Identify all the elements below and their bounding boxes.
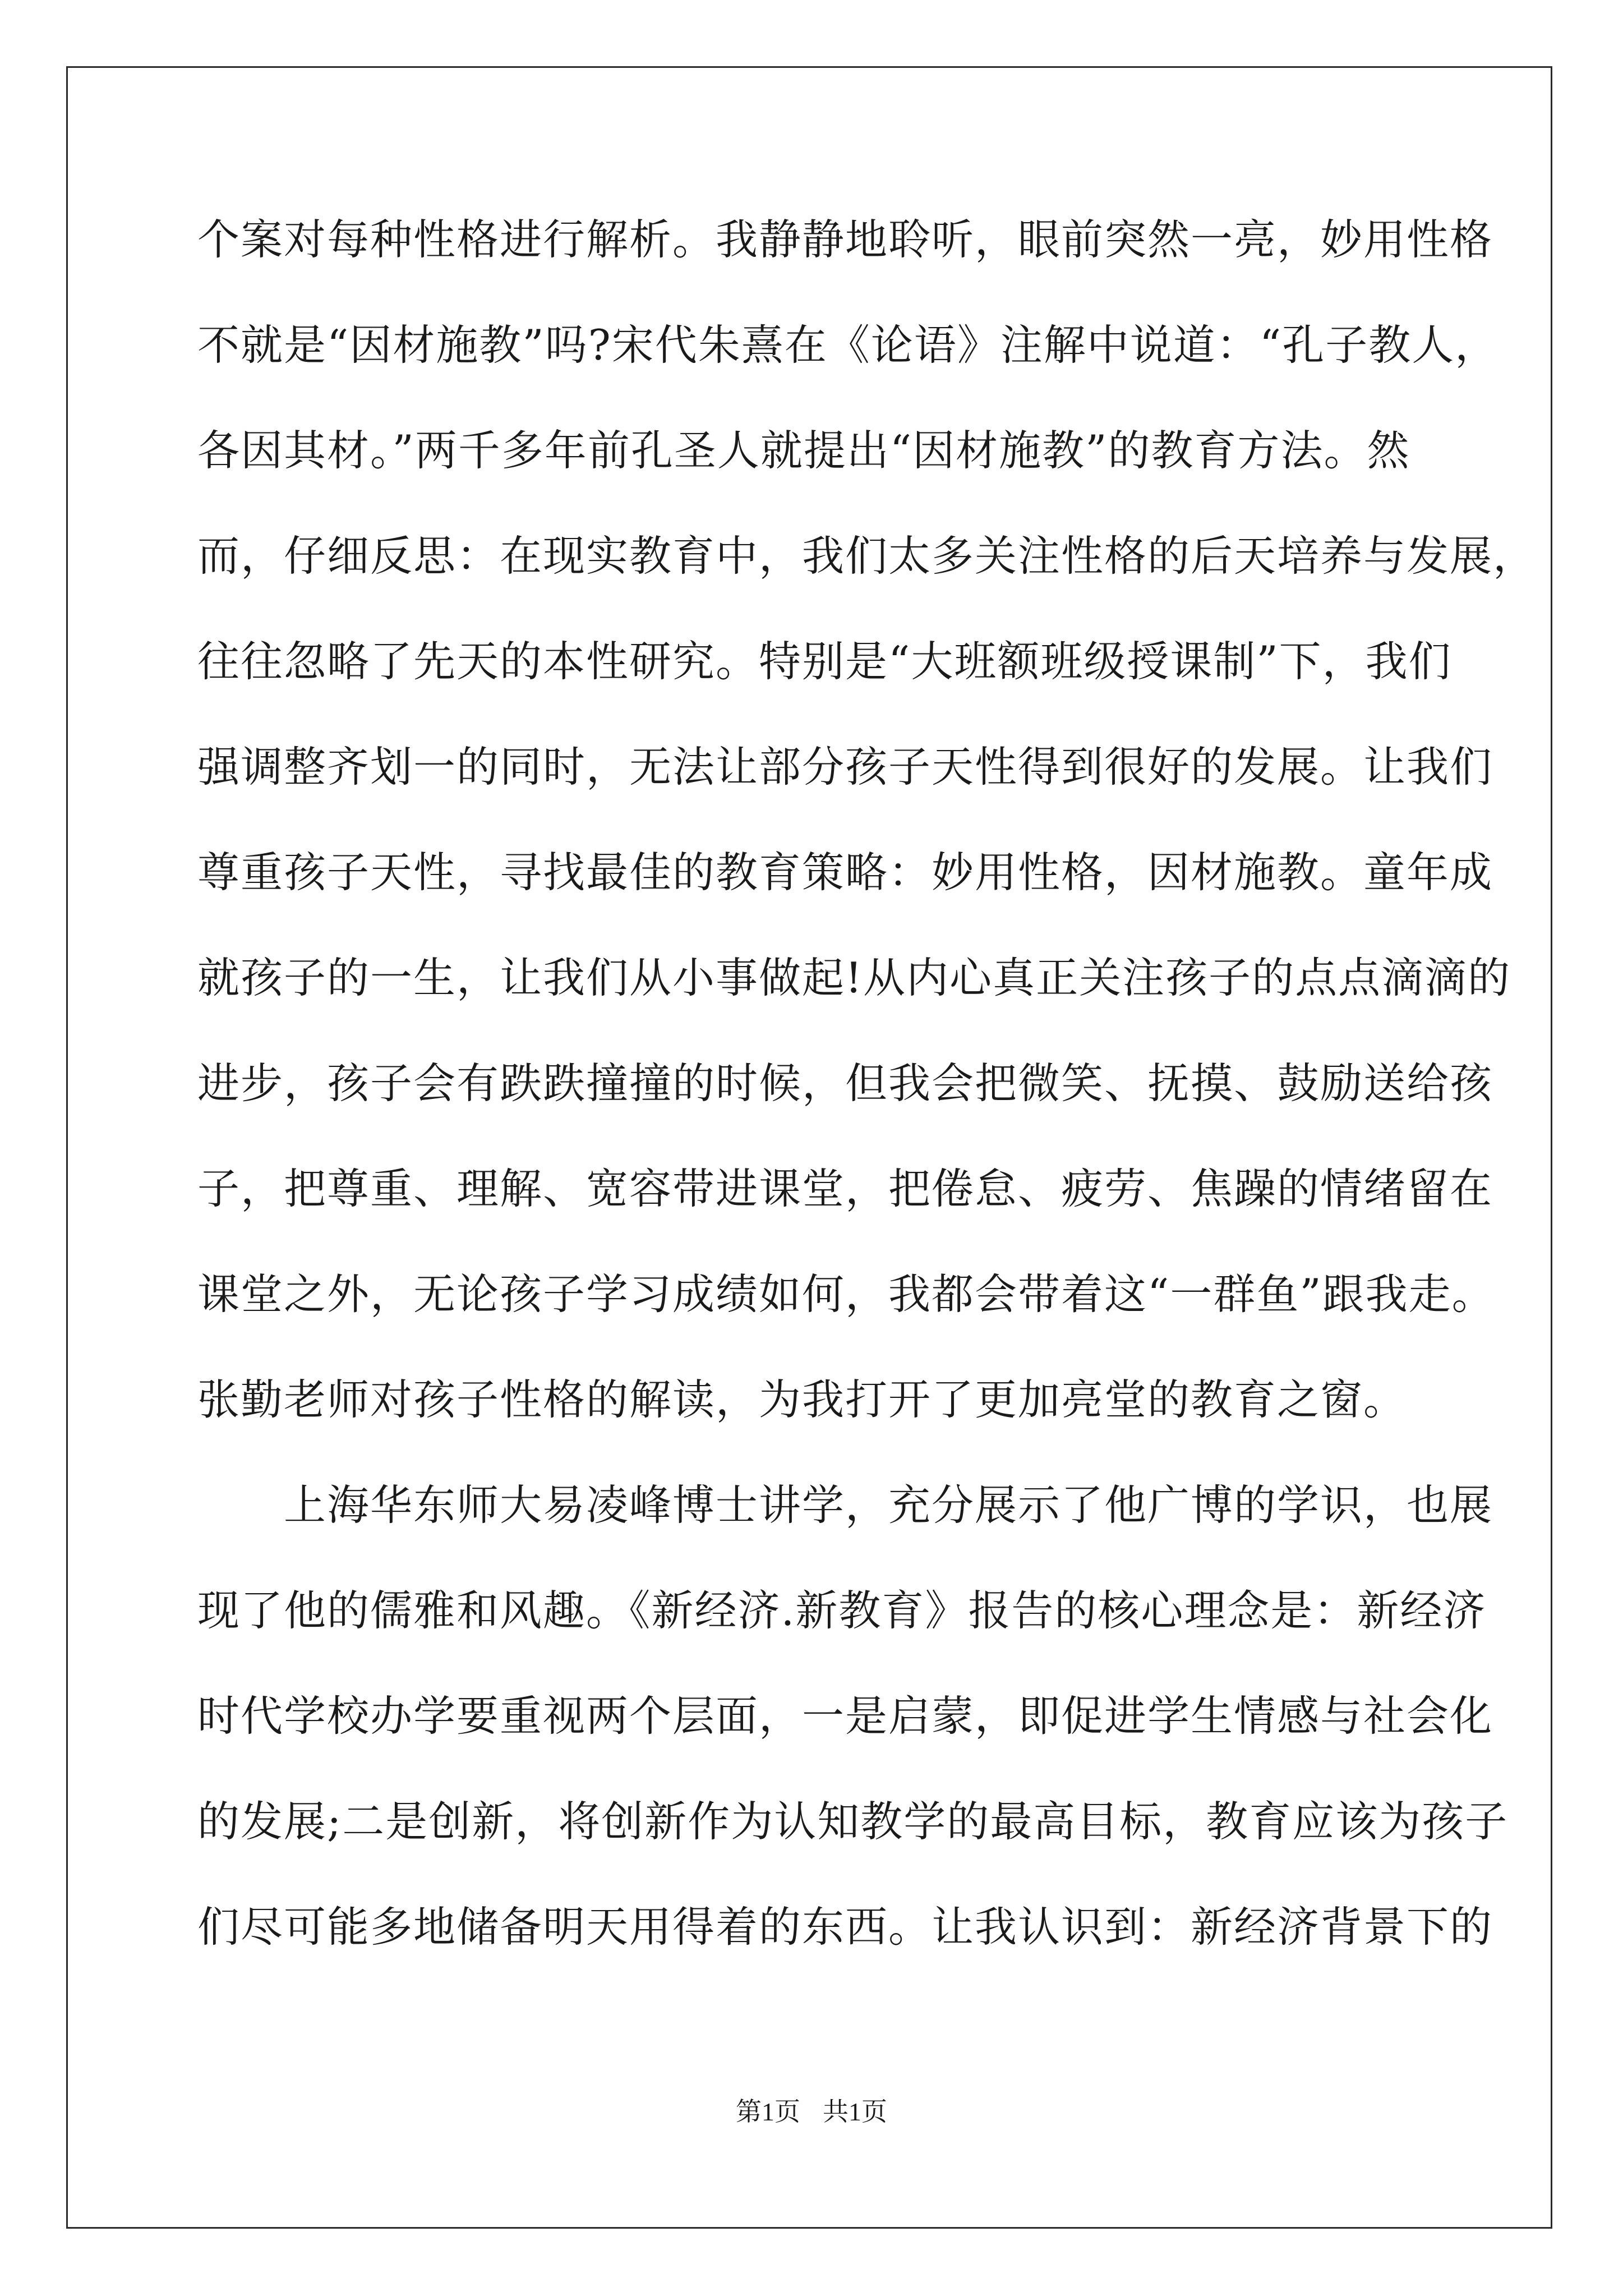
paragraph-start-line: 上海华东师大易凌峰博士讲学，充分展示了他广博的学识，也展 bbox=[197, 1480, 1493, 1530]
text-line: 进步，孩子会有跌跌撞撞的时候，但我会把微笑、抚摸、鼓励送给孩 bbox=[197, 1059, 1493, 1108]
text-line: 子，把尊重、理解、宽容带进课堂，把倦怠、疲劳、焦躁的情绪留在 bbox=[197, 1164, 1493, 1213]
text-line: 而，仔细反思：在现实教育中，我们太多关注性格的后天培养与发展， bbox=[197, 531, 1537, 581]
text-line: 时代学校办学要重视两个层面，一是启蒙，即促进学生情感与社会化 bbox=[197, 1691, 1493, 1741]
page-total: 共1页 bbox=[823, 2097, 887, 2126]
text-line: 强调整齐划一的同时，无法让部分孩子天性得到很好的发展。让我们 bbox=[197, 742, 1493, 792]
document-body bbox=[197, 215, 1537, 2012]
text-line: 往往忽略了先天的本性研究。特别是“大班额班级授课制”下，我们 bbox=[197, 637, 1452, 686]
text-line: 的发展;二是创新，将创新作为认知教学的最高目标，教育应该为孩子 bbox=[197, 1797, 1509, 1846]
text-line: 课堂之外，无论孩子学习成绩如何，我都会带着这“一群鱼”跟我走。 bbox=[197, 1269, 1495, 1319]
text-line: 不就是“因材施教”吗?宋代朱熹在《论语》注解中说道：“孔子教人， bbox=[197, 320, 1498, 370]
text-line: 各因其材。”两千多年前孔圣人就提出“因材施教”的教育方法。然 bbox=[197, 426, 1410, 475]
text-line: 就孩子的一生，让我们从小事做起!从内心真正关注孩子的点点滴滴的 bbox=[197, 953, 1511, 1002]
text-line: 尊重孩子天性，寻找最佳的教育策略：妙用性格，因材施教。童年成 bbox=[197, 848, 1493, 897]
text-line: 现了他的儒雅和风趣。《新经济.新教育》报告的核心理念是：新经济 bbox=[197, 1586, 1487, 1635]
page-footer bbox=[0, 2091, 1623, 2128]
page-number: 第1页 bbox=[736, 2097, 800, 2126]
text-line: 个案对每种性格进行解析。我静静地聆听，眼前突然一亮，妙用性格 bbox=[197, 215, 1493, 264]
text-line: 们尽可能多地储备明天用得着的东西。让我认识到：新经济背景下的 bbox=[197, 1902, 1493, 1952]
text-line: 张勤老师对孩子性格的解读，为我打开了更加亮堂的教育之窗。 bbox=[197, 1375, 1407, 1424]
